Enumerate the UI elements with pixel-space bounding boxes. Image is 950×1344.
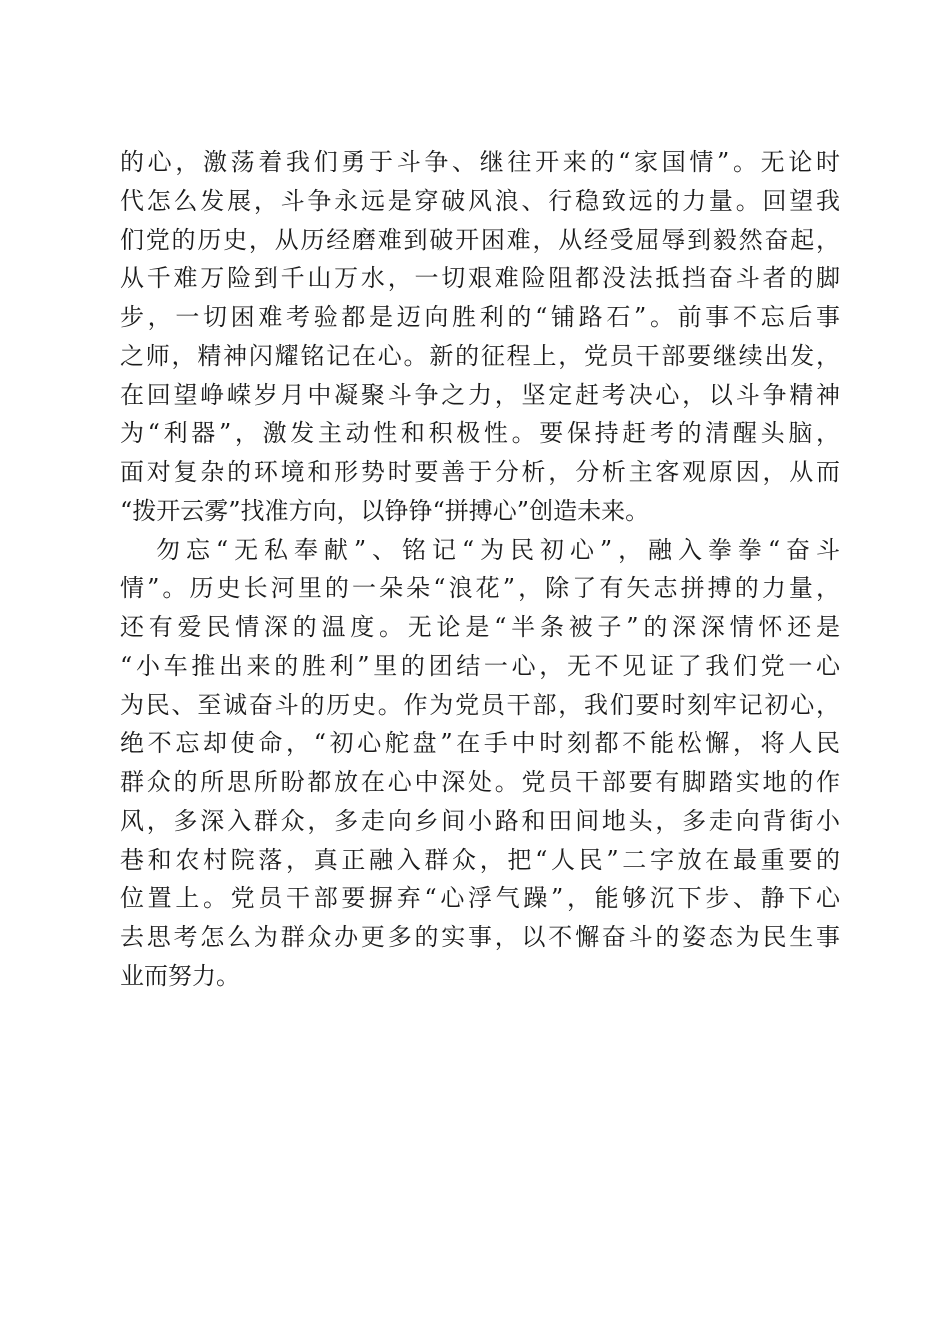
text-line: 位置上。党员干部要摒弃“心浮气躁”，能够沉下步、静下心 <box>120 884 840 913</box>
text-line: 群众的所思所盼都放在心中深处。党员干部要有脚踏实地的作 <box>120 768 840 796</box>
text-line: 去思考怎么为群众办更多的实事，以不懈奋斗的姿态为民生事 <box>120 923 840 951</box>
text-line: 风，多深入群众，多走向乡间小路和田间地头，多走向背街小 <box>120 806 840 835</box>
text-line: 巷和农村院落，真正融入群众，把“人民”二字放在最重要的 <box>120 845 840 874</box>
text-line: 在回望峥嵘岁月中凝聚斗争之力，坚定赶考决心，以斗争精神 <box>120 380 840 409</box>
text-line: 情”。历史长河里的一朵朵“浪花”，除了有矢志拼搏的力量， <box>120 574 840 603</box>
text-line: 为民、至诚奋斗的历史。作为党员干部，我们要时刻牢记初心， <box>120 690 840 719</box>
paragraph-1 <box>120 143 840 531</box>
text-line: 面对复杂的环境和形势时要善于分析，分析主客观原因，从而 <box>120 458 840 486</box>
text-line: 们党的历史，从历经磨难到破开困难，从经受屈辱到毅然奋起， <box>120 225 840 254</box>
text-line: 业而努力。 <box>120 961 240 990</box>
text-line: 绝不忘却使命，“初心舵盘”在手中时刻都不能松懈，将人民 <box>120 729 840 758</box>
text-line: 从千难万险到千山万水，一切艰难险阻都没法抵挡奋斗者的脚 <box>120 264 840 293</box>
document-body <box>120 143 840 996</box>
text-line: “小车推出来的胜利”里的团结一心，无不见证了我们党一心 <box>120 651 840 680</box>
text-line: 还有爱民情深的温度。无论是“半条被子”的深深情怀还是 <box>120 613 840 641</box>
paragraph-2 <box>120 531 840 996</box>
text-line: 代怎么发展，斗争永远是穿破风浪、行稳致远的力量。回望我 <box>120 186 840 215</box>
text-line: 的心，激荡着我们勇于斗争、继往开来的“家国情”。无论时 <box>120 148 840 176</box>
text-line: 勿忘“无私奉献”、铭记“为民初心”，融入拳拳“奋斗 <box>156 535 840 564</box>
text-line: 步，一切困难考验都是迈向胜利的“铺路石”。前事不忘后事 <box>120 303 840 331</box>
text-line: 之师，精神闪耀铭记在心。新的征程上，党员干部要继续出发， <box>120 341 840 370</box>
text-line: “拨开云雾”找准方向，以铮铮“拼搏心”创造未来。 <box>120 496 650 525</box>
text-line: 为“利器”，激发主动性和积极性。要保持赶考的清醒头脑， <box>120 419 840 448</box>
